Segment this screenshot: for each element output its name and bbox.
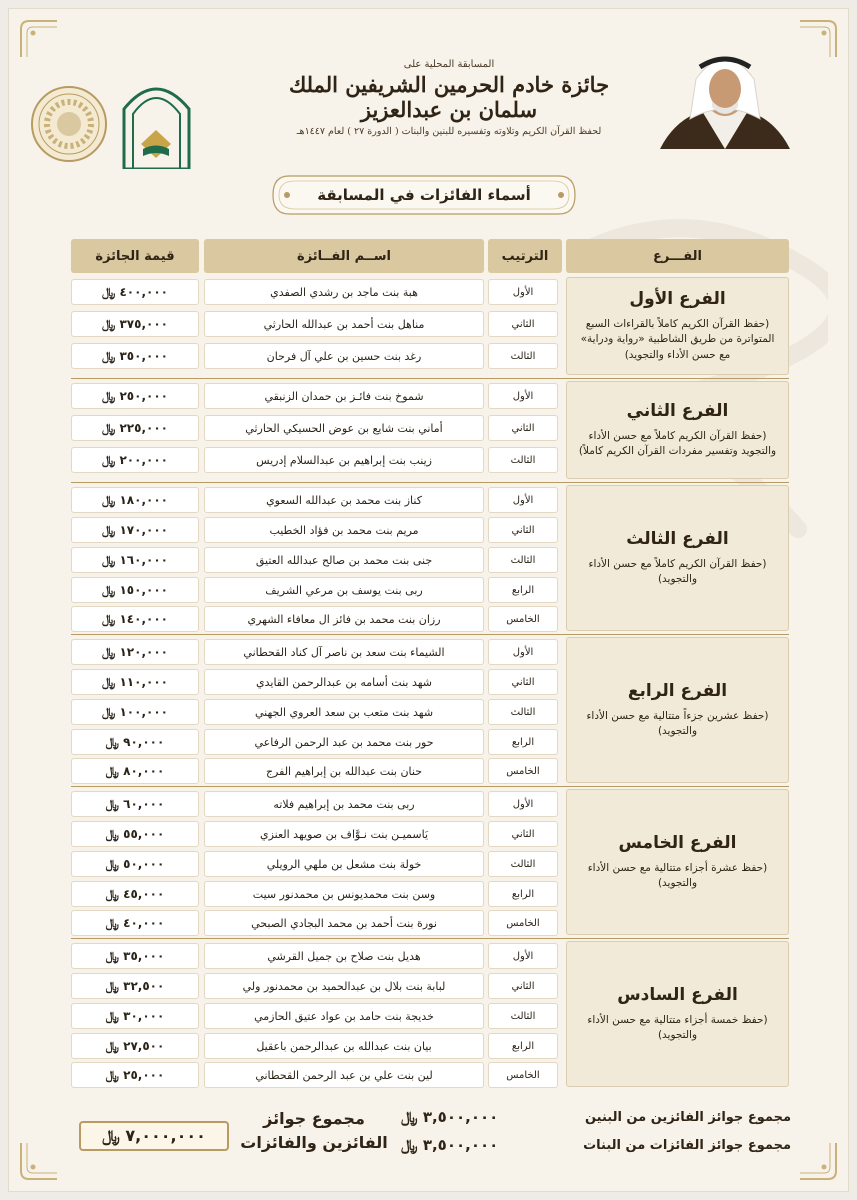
boys-total-label: مجموع جوائز الفائزين من البنين xyxy=(584,1109,791,1125)
table-row xyxy=(71,667,561,693)
branch-description: (حفظ القرآن الكريم كاملاً مع حسن الأداء والتجويد) xyxy=(588,557,767,585)
rank-cell: الثالث xyxy=(488,699,558,725)
certificate-page xyxy=(8,8,849,1192)
prize-value: ٢٥٠,٠٠٠ ﷼ xyxy=(71,383,199,409)
rank-cell: الثاني xyxy=(488,821,558,847)
branch-group xyxy=(71,637,789,783)
rank-cell: الثالث xyxy=(488,447,558,473)
table-row xyxy=(71,341,561,367)
table-row xyxy=(71,309,561,335)
prize-value: ٨٠,٠٠٠ ﷼ xyxy=(71,758,199,784)
rank-cell: الثاني xyxy=(488,415,558,441)
table-row xyxy=(71,1060,561,1086)
winner-name: وسن بنت محمديونس بن محمدنور سيت xyxy=(204,881,484,907)
winner-name: شهد بنت أسامه بن عبدالرحمن القايدي xyxy=(204,669,484,695)
rank-cell: الثالث xyxy=(488,547,558,573)
prize-value: ١٠٠,٠٠٠ ﷼ xyxy=(71,699,199,725)
girls-total xyxy=(401,1133,791,1157)
branch-description: (حفظ خمسة أجزاء متتالية مع حسن الأداء والتجويد) xyxy=(587,1013,768,1041)
portrait-photo xyxy=(640,39,810,149)
section-title-text: أسماء الفائزات في المسابقة xyxy=(317,186,531,204)
grand-total-label-line2: الفائزين والفائزات xyxy=(240,1133,388,1152)
winner-name: رزان بنت محمد بن فائز ال معافاء الشهري xyxy=(204,606,484,632)
rank-cell: الثاني xyxy=(488,973,558,999)
girls-total-amount: ٣,٥٠٠,٠٠٠ ﷼ xyxy=(401,1136,499,1154)
branch-group xyxy=(71,941,789,1087)
rank-cell: الأول xyxy=(488,791,558,817)
prize-value: ٩٠,٠٠٠ ﷼ xyxy=(71,729,199,755)
prize-value: ٣٥٠,٠٠٠ ﷼ xyxy=(71,343,199,369)
prize-value: ٢٧,٥٠٠ ﷼ xyxy=(71,1033,199,1059)
corner-ornament xyxy=(798,1141,838,1181)
table-row xyxy=(71,515,561,541)
table-row xyxy=(71,697,561,723)
winner-name: بيان بنت عبدالله بن عبدالرحمن باعقيل xyxy=(204,1033,484,1059)
prize-value: ١٤٠,٠٠٠ ﷼ xyxy=(71,606,199,632)
table-row xyxy=(71,849,561,875)
branch-group xyxy=(71,277,789,375)
winner-name: نورة بنت أحمد بن محمد البجادي الصبحي xyxy=(204,910,484,936)
table-row xyxy=(71,485,561,511)
rank-cell: الرابع xyxy=(488,1033,558,1059)
branch-name: الفرع الثالث xyxy=(626,528,729,549)
branch-description: (حفظ عشرين جزءاً متتالية مع حسن الأداء والتجويد) xyxy=(586,709,769,737)
col-header-prize: قيمة الجائزة xyxy=(71,239,199,273)
winner-name: هديل بنت صلاح بن جميل القرشي xyxy=(204,943,484,969)
winner-name: كناز بنت محمد بن عبدالله السعوي xyxy=(204,487,484,513)
table-row xyxy=(71,545,561,571)
table-row xyxy=(71,941,561,967)
prize-value: ١١٠,٠٠٠ ﷼ xyxy=(71,669,199,695)
grand-total-label-line1: مجموع جوائز xyxy=(263,1109,365,1128)
winner-name: شموخ بنت فائـز بن حمدان الزنبقي xyxy=(204,383,484,409)
branch-cell xyxy=(566,485,789,631)
branch-cell xyxy=(566,789,789,935)
table-row xyxy=(71,637,561,663)
section-title xyxy=(269,172,579,218)
branch-group xyxy=(71,789,789,935)
winner-name: حور بنت محمد بن عبد الرحمن الرفاعي xyxy=(204,729,484,755)
prize-value: ٣٧٥,٠٠٠ ﷼ xyxy=(71,311,199,337)
grand-total-label xyxy=(239,1107,389,1155)
table-row xyxy=(71,1001,561,1027)
prize-value: ٤٥,٠٠٠ ﷼ xyxy=(71,881,199,907)
prize-value: ٤٠,٠٠٠ ﷼ xyxy=(71,910,199,936)
award-seal-logo xyxy=(29,84,109,164)
rank-cell: الثالث xyxy=(488,1003,558,1029)
table-row xyxy=(71,381,561,407)
group-divider xyxy=(71,786,789,787)
rank-cell: الثالث xyxy=(488,343,558,369)
table-row xyxy=(71,277,561,303)
prize-value: ١٨٠,٠٠٠ ﷼ xyxy=(71,487,199,513)
winner-name: جنى بنت محمد بن صالح عبدالله العتيق xyxy=(204,547,484,573)
rank-cell: الخامس xyxy=(488,758,558,784)
page-header xyxy=(9,29,849,164)
grand-total-amount: ٧,٠٠٠,٠٠٠ ﷼ xyxy=(79,1121,229,1151)
prize-value: ١٦٠,٠٠٠ ﷼ xyxy=(71,547,199,573)
winner-name: ربى بنت يوسف بن مرعي الشريف xyxy=(204,577,484,603)
table-row xyxy=(71,445,561,471)
group-divider xyxy=(71,634,789,635)
branch-name: الفرع الثاني xyxy=(626,400,729,421)
winner-name: هبة بنت ماجد بن رشدي الصفدي xyxy=(204,279,484,305)
table-row xyxy=(71,727,561,753)
winner-name: رغد بنت حسين بن علي آل فرحان xyxy=(204,343,484,369)
table-row xyxy=(71,879,561,905)
table-row xyxy=(71,789,561,815)
rank-cell: الأول xyxy=(488,487,558,513)
sub-title: لحفظ القرآن الكريم وتلاوته وتفسيره للبنين والبنات ( الدورة ٢٧ ) لعام ١٤٤٧هـ xyxy=(296,126,602,137)
rank-cell: الثاني xyxy=(488,311,558,337)
prize-value: ٣٠,٠٠٠ ﷼ xyxy=(71,1003,199,1029)
winner-name: يَاسميـن بنت نـوَّاف بن صويهد العنزي xyxy=(204,821,484,847)
winner-name: مناهل بنت أحمد بن عبدالله الحارثي xyxy=(204,311,484,337)
award-title xyxy=(259,59,639,137)
branch-group xyxy=(71,485,789,631)
ministry-logo xyxy=(119,74,194,169)
group-divider xyxy=(71,482,789,483)
table-row xyxy=(71,604,561,630)
rank-cell: الرابع xyxy=(488,577,558,603)
branch-name: الفرع السادس xyxy=(617,984,738,1005)
winner-name: لين بنت علي بن عبد الرحمن القحطاني xyxy=(204,1062,484,1088)
winner-name: الشيماء بنت سعد بن ناصر آل كناد القحطاني xyxy=(204,639,484,665)
table-row xyxy=(71,575,561,601)
branch-description: (حفظ عشرة أجزاء متتالية مع حسن الأداء والتجويد) xyxy=(587,861,768,889)
branch-cell xyxy=(566,381,789,479)
prize-value: ٤٠٠,٠٠٠ ﷼ xyxy=(71,279,199,305)
table-row xyxy=(71,756,561,782)
rank-cell: الخامس xyxy=(488,910,558,936)
winner-name: خديجة بنت حامد بن عواد عتيق الحازمي xyxy=(204,1003,484,1029)
branch-cell xyxy=(566,941,789,1087)
col-header-name: اســم الفــائزة xyxy=(204,239,484,273)
prize-value: ٢٥,٠٠٠ ﷼ xyxy=(71,1062,199,1088)
col-header-rank: الترتيب xyxy=(488,239,562,273)
winner-name: خولة بنت مشعل بن ملهي الرويلي xyxy=(204,851,484,877)
rank-cell: الرابع xyxy=(488,881,558,907)
branch-name: الفرع الرابع xyxy=(627,680,728,701)
col-header-branch: الفـــرع xyxy=(566,239,789,273)
prize-value: ٣٥,٠٠٠ ﷼ xyxy=(71,943,199,969)
winner-name: مريم بنت محمد بن فؤاد الخطيب xyxy=(204,517,484,543)
branch-description: (حفظ القرآن الكريم كاملاً مع حسن الأداء والتجويد وتفسير مفردات القرآن الكريم كاملاً) xyxy=(578,429,777,457)
winner-name: حنان بنت عبدالله بن إبراهيم الفرج xyxy=(204,758,484,784)
rank-cell: الأول xyxy=(488,279,558,305)
prize-value: ٥٠,٠٠٠ ﷼ xyxy=(71,851,199,877)
branch-group xyxy=(71,381,789,479)
totals-section xyxy=(69,1101,791,1171)
branch-name: الفرع الخامس xyxy=(618,832,737,853)
prize-value: ٦٠,٠٠٠ ﷼ xyxy=(71,791,199,817)
prize-value: ١٧٠,٠٠٠ ﷼ xyxy=(71,517,199,543)
rank-cell: الثالث xyxy=(488,851,558,877)
rank-cell: الأول xyxy=(488,383,558,409)
pre-title: المسابقة المحلية على xyxy=(403,59,495,70)
prize-value: ١٥٠,٠٠٠ ﷼ xyxy=(71,577,199,603)
branch-name: الفرع الأول xyxy=(629,289,726,310)
table-row xyxy=(71,908,561,934)
prize-value: ٢٢٥,٠٠٠ ﷼ xyxy=(71,415,199,441)
rank-cell: الثاني xyxy=(488,669,558,695)
rank-cell: الأول xyxy=(488,943,558,969)
boys-total-amount: ٣,٥٠٠,٠٠٠ ﷼ xyxy=(401,1108,499,1126)
group-divider xyxy=(71,938,789,939)
table-row xyxy=(71,1031,561,1057)
main-title: جائزة خادم الحرمين الشريفين الملك سلمان بن عبدالعزيز xyxy=(288,72,610,122)
rank-cell: الخامس xyxy=(488,1062,558,1088)
branch-description: (حفظ القرآن الكريم كاملاً بالقراءات السبع المتواترة من طريق الشاطبية «رواية ودراية» مع حسن الأداء والتجويد) xyxy=(580,318,775,361)
winner-name: زينب بنت إبراهيم بن عبدالسلام إدريس xyxy=(204,447,484,473)
rank-cell: الرابع xyxy=(488,729,558,755)
table-header xyxy=(71,239,789,273)
winner-name: لبابة بنت بلال بن عبدالحميد بن محمدنور ولي xyxy=(204,973,484,999)
prize-value: ٣٢,٥٠٠ ﷼ xyxy=(71,973,199,999)
rank-cell: الخامس xyxy=(488,606,558,632)
table-row xyxy=(71,819,561,845)
rank-cell: الأول xyxy=(488,639,558,665)
group-divider xyxy=(71,378,789,379)
prize-value: ٥٥,٠٠٠ ﷼ xyxy=(71,821,199,847)
table-row xyxy=(71,971,561,997)
winner-name: أماني بنت شايع بن عوض الحسيكي الحارثي xyxy=(204,415,484,441)
winner-name: ربى بنت محمد بن إبراهيم فلاته xyxy=(204,791,484,817)
girls-total-label: مجموع جوائز الفائزات من البنات xyxy=(583,1137,791,1153)
table-row xyxy=(71,413,561,439)
prize-value: ١٢٠,٠٠٠ ﷼ xyxy=(71,639,199,665)
winner-name: شهد بنت متعب بن سعد العروي الجهني xyxy=(204,699,484,725)
corner-ornament xyxy=(19,1141,59,1181)
rank-cell: الثاني xyxy=(488,517,558,543)
branch-cell xyxy=(566,277,789,375)
branch-cell xyxy=(566,637,789,783)
prize-value: ٢٠٠,٠٠٠ ﷼ xyxy=(71,447,199,473)
boys-total xyxy=(401,1105,791,1129)
